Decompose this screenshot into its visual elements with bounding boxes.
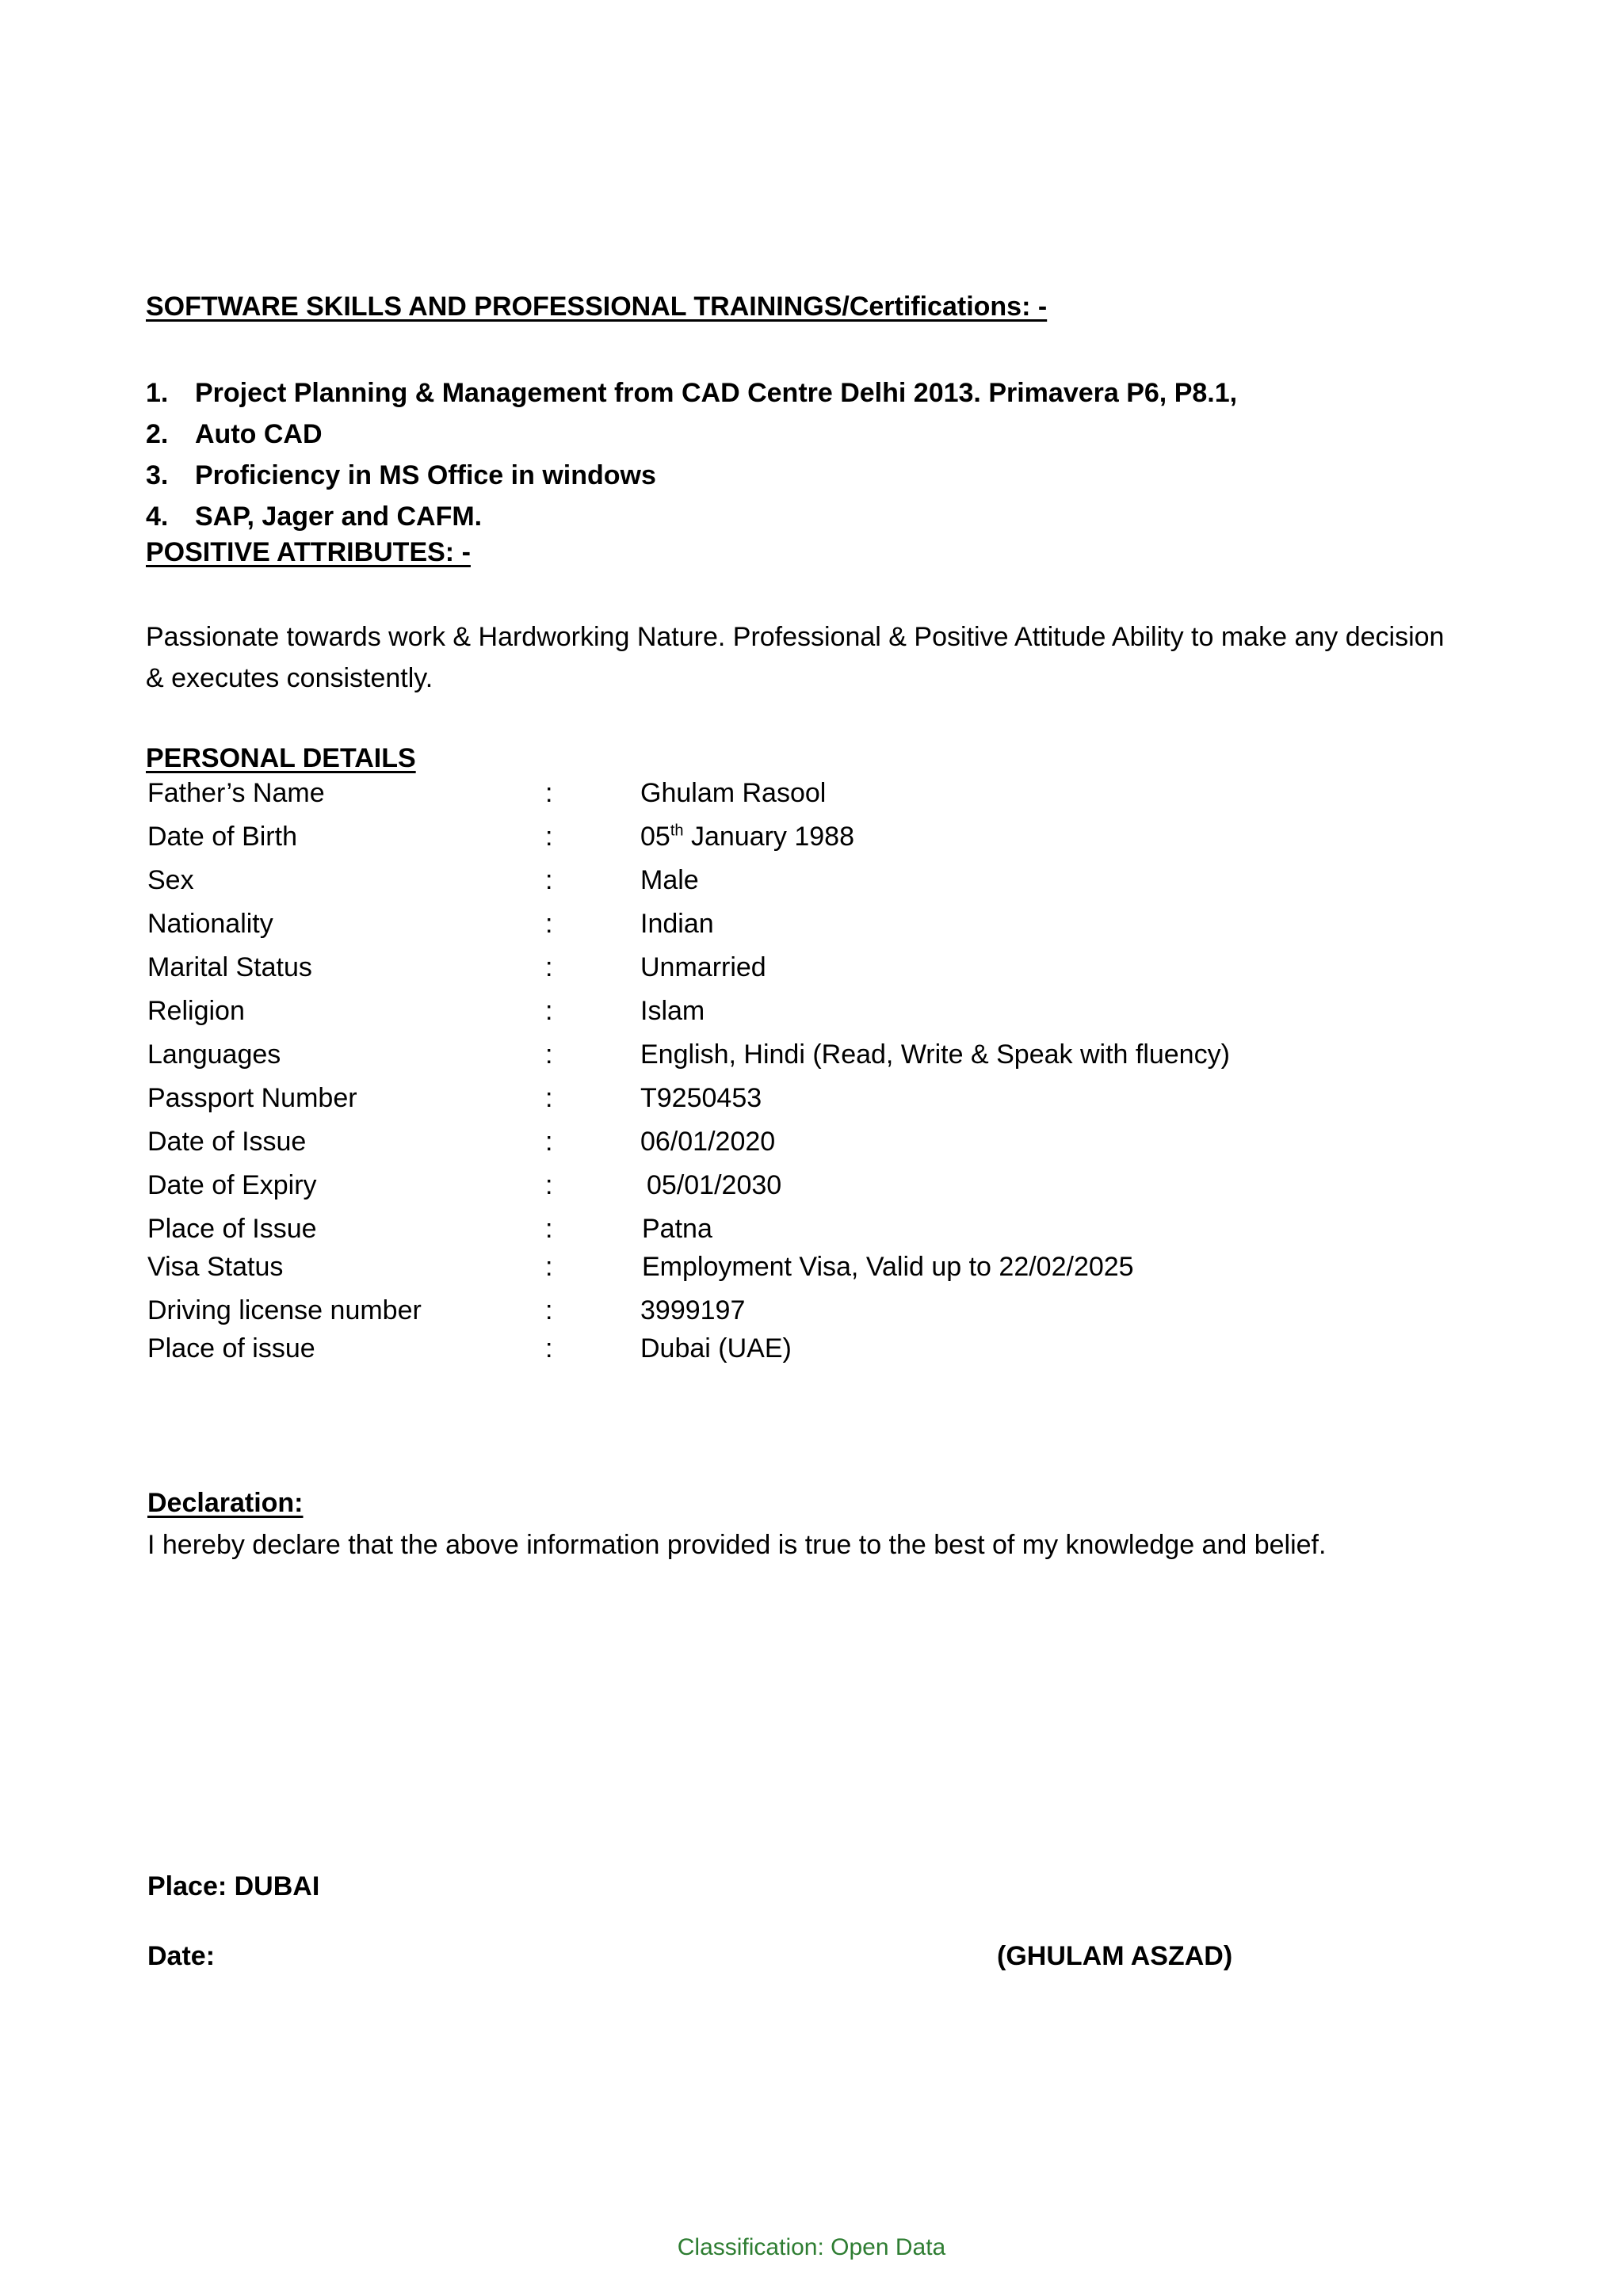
detail-label: Father’s Name [147,778,325,808]
detail-label: Place of Issue [147,1214,317,1244]
detail-row-marital-status [147,952,1415,987]
detail-label: Sex [147,865,194,895]
detail-colon: : [545,865,553,895]
detail-row-fathers-name [147,778,1415,813]
detail-colon: : [545,1083,553,1113]
detail-value: 06/01/2020 [640,1127,776,1157]
detail-value: Islam [640,996,705,1026]
detail-colon: : [545,1214,553,1244]
attributes-heading: POSITIVE ATTRIBUTES: - [146,537,471,567]
dob-ordinal: th [670,822,684,840]
detail-value: Ghulam Rasool [640,778,827,808]
skill-text: SAP, Jager and CAFM. [195,501,483,532]
personal-details-heading: PERSONAL DETAILS [146,743,416,773]
detail-colon: : [545,1252,553,1282]
detail-value: Patna [642,1214,712,1244]
detail-value: Employment Visa, Valid up to 22/02/2025 [642,1252,1134,1282]
detail-row-driving-license [147,1295,1415,1330]
skills-heading: SOFTWARE SKILLS AND PROFESSIONAL TRAININGS/Certifications: - [146,292,1048,322]
detail-colon: : [545,1170,553,1200]
detail-label: Languages [147,1039,281,1070]
detail-row-place-of-issue [147,1214,1415,1249]
skills-list [146,372,1237,537]
skill-text: Auto CAD [195,418,323,449]
date-line: Date: [147,1941,216,1971]
detail-colon: : [545,1295,553,1325]
detail-label: Marital Status [147,952,312,982]
detail-label: Visa Status [147,1252,284,1282]
skill-number: 2. [146,418,169,449]
detail-row-passport-number [147,1083,1415,1118]
detail-label: Place of issue [147,1333,315,1363]
detail-colon: : [545,952,553,982]
detail-colon: : [545,1127,553,1157]
detail-value: Unmarried [640,952,766,982]
skill-text: Project Planning & Management from CAD Centre Delhi 2013. Primavera P6, P8.1, [195,377,1238,408]
detail-value [640,822,854,852]
detail-row-visa-status [147,1252,1415,1287]
detail-label: Date of Issue [147,1127,307,1157]
detail-colon: : [545,1039,553,1070]
skill-item [146,414,1237,455]
place-line: Place: DUBAI [147,1871,320,1901]
detail-value: T9250453 [640,1083,762,1113]
classification-footer: Classification: Open Data [677,2234,946,2260]
skill-number: 4. [146,501,169,532]
detail-colon: : [545,822,553,852]
detail-row-languages [147,1039,1415,1074]
detail-row-religion [147,996,1415,1031]
declaration-heading: Declaration: [147,1488,304,1518]
dob-day: 05 [640,822,670,852]
detail-colon: : [545,778,553,808]
detail-row-date-of-issue [147,1127,1415,1161]
detail-colon: : [545,1333,553,1363]
detail-label: Date of Expiry [147,1170,317,1200]
skill-number: 1. [146,377,169,408]
detail-value: Indian [640,909,714,939]
skill-item [146,455,1237,496]
skill-number: 3. [146,460,169,490]
skill-item [146,372,1237,414]
detail-row-date-of-birth [147,822,1415,856]
attributes-text: Passionate towards work & Hardworking Nature. Professional & Positive Attitude Ability to make any decision & executes consistently. [146,622,1445,693]
detail-row-license-place-of-issue [147,1333,1415,1368]
detail-label: Driving license number [147,1295,422,1325]
detail-colon: : [545,996,553,1026]
skill-text: Proficiency in MS Office in windows [195,460,656,490]
signatory-name: (GHULAM ASZAD) [997,1941,1233,1971]
detail-value: English, Hindi (Read, Write & Speak with fluency) [640,1039,1230,1070]
detail-value: 05/01/2030 [647,1170,782,1200]
skill-item [146,496,1237,537]
detail-row-nationality [147,909,1415,944]
detail-colon: : [545,909,553,939]
detail-label: Nationality [147,909,273,939]
detail-label: Date of Birth [147,822,297,852]
detail-label: Religion [147,996,245,1026]
declaration-text: I hereby declare that the above information provided is true to the best of my knowledge and belief. [147,1530,1327,1560]
detail-value: Male [640,865,699,895]
dob-month-year: January 1988 [683,822,855,852]
detail-label: Passport Number [147,1083,357,1113]
detail-value: 3999197 [640,1295,746,1325]
detail-row-sex [147,865,1415,900]
detail-row-date-of-expiry [147,1170,1415,1205]
detail-value: Dubai (UAE) [640,1333,792,1363]
